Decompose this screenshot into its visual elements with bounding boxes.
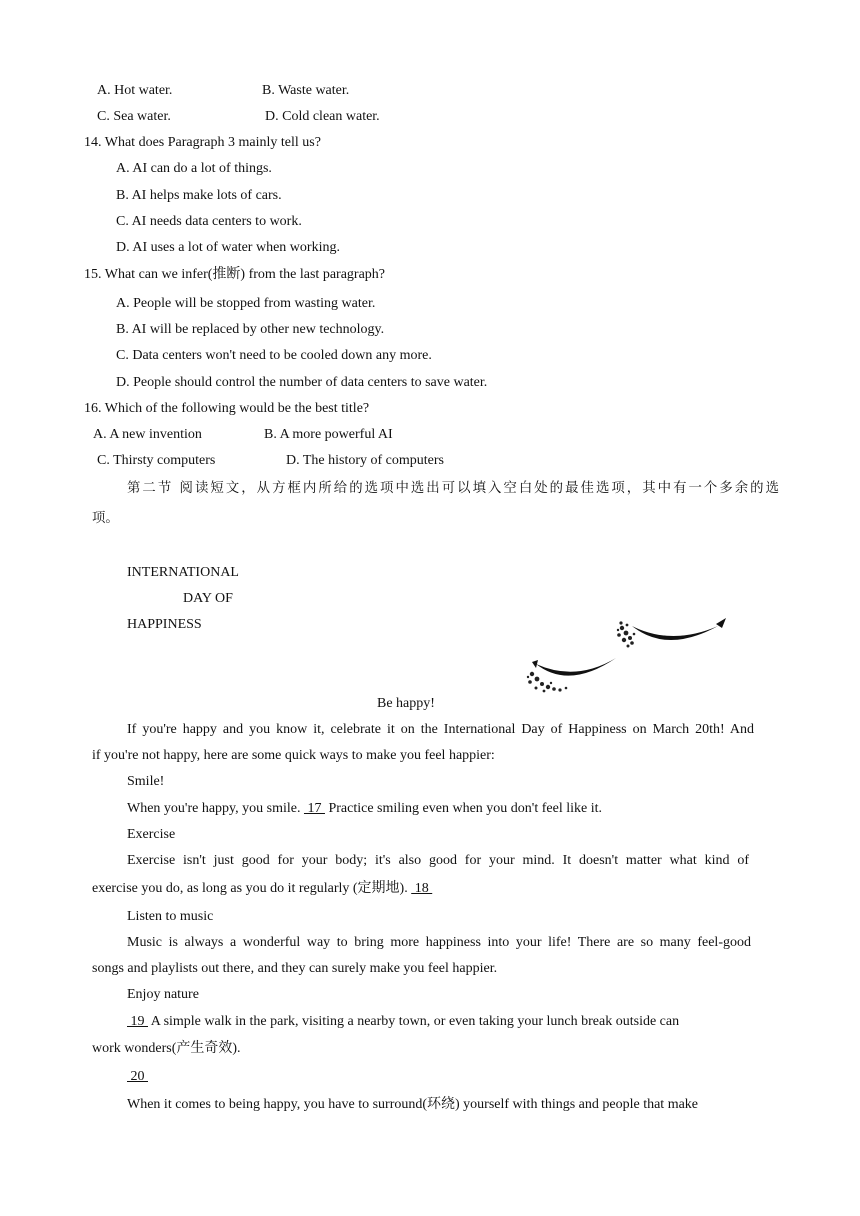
q16-option-d: D. The history of computers [286, 453, 444, 468]
q16-option-a: A. A new invention [93, 427, 202, 442]
poster-title-line2: DAY OF [183, 591, 233, 606]
passage-intro-cont: if you're not happy, here are some quick ways to make you feel happier: [92, 748, 495, 763]
q13-option-a: A. Hot water. [97, 83, 173, 98]
q16-option-b: B. A more powerful AI [264, 427, 393, 442]
paragraph-music: Music is always a wonderful way to bring more happiness into your life! There are so many feel-good [127, 935, 751, 950]
smile-brush-icon [524, 650, 624, 698]
smile-brush-icon [612, 610, 732, 660]
q13-option-c: C. Sea water. [97, 109, 171, 124]
section2-instructions: 第二节 阅读短文，从方框内所给的选项中选出可以填入空白处的最佳选项，其中有一个多余的选 [127, 481, 779, 496]
q15-option-d: D. People should control the number of data centers to save water. [116, 375, 488, 390]
poster-title-line3: HAPPINESS [127, 617, 202, 632]
blank-18: 18 [411, 881, 433, 896]
paragraph-20 [127, 1068, 148, 1086]
q15-option-c: C. Data centers won't need to be cooled down any more. [116, 348, 432, 363]
q15-option-a: A. People will be stopped from wasting water. [116, 296, 376, 311]
q14-option-a: A. AI can do a lot of things. [116, 161, 272, 176]
paragraph-smile [127, 800, 602, 818]
heading-smile: Smile! [127, 774, 165, 789]
smile-text-cont: Practice smiling even when you don't feel like it. [324, 801, 602, 816]
q15-option-b: B. AI will be replaced by other new technology. [116, 322, 385, 337]
heading-music: Listen to music [127, 909, 214, 924]
q14-stem: 14. What does Paragraph 3 mainly tell us? [84, 135, 321, 150]
paragraph-exercise: Exercise isn't just good for your body; it's also good for your mind. It doesn't matter what kind of [127, 853, 749, 868]
paragraph-music-cont: songs and playlists out there, and they can surely make you feel happier. [92, 961, 498, 976]
blank-20: 20 [127, 1069, 148, 1084]
q14-option-b: B. AI helps make lots of cars. [116, 188, 282, 203]
blank-19: 19 [127, 1014, 148, 1029]
q14-option-c: C. AI needs data centers to work. [116, 214, 302, 229]
q13-option-b: B. Waste water. [262, 83, 350, 98]
poster-subtitle: Be happy! [377, 696, 435, 711]
paragraph-nature [127, 1013, 679, 1031]
exercise-text-cont: exercise you do, as long as you do it regularly (定期地). [92, 881, 412, 896]
paragraph-nature-cont: work wonders(产生奇效). [92, 1041, 241, 1056]
nature-text: A simple walk in the park, visiting a nearby town, or even taking your lunch break outside can [148, 1014, 680, 1029]
q15-stem: 15. What can we infer(推断) from the last paragraph? [84, 267, 386, 282]
q14-option-d: D. AI uses a lot of water when working. [116, 240, 340, 255]
q16-stem: 16. Which of the following would be the best title? [84, 401, 370, 416]
q13-option-d: D. Cold clean water. [265, 109, 380, 124]
paragraph-last: When it comes to being happy, you have to surround(环绕) yourself with things and people that make [127, 1097, 699, 1112]
paragraph-exercise-cont [92, 880, 432, 898]
passage-intro: If you're happy and you know it, celebrate it on the International Day of Happiness on March 20th! And [127, 722, 754, 737]
q16-option-c: C. Thirsty computers [97, 453, 216, 468]
heading-nature: Enjoy nature [127, 987, 199, 1002]
section2-instructions-cont: 项。 [92, 511, 119, 526]
smile-text: When you're happy, you smile. [127, 801, 304, 816]
blank-17: 17 [303, 801, 325, 816]
poster-title-line1: INTERNATIONAL [127, 565, 239, 580]
heading-exercise: Exercise [127, 827, 176, 842]
